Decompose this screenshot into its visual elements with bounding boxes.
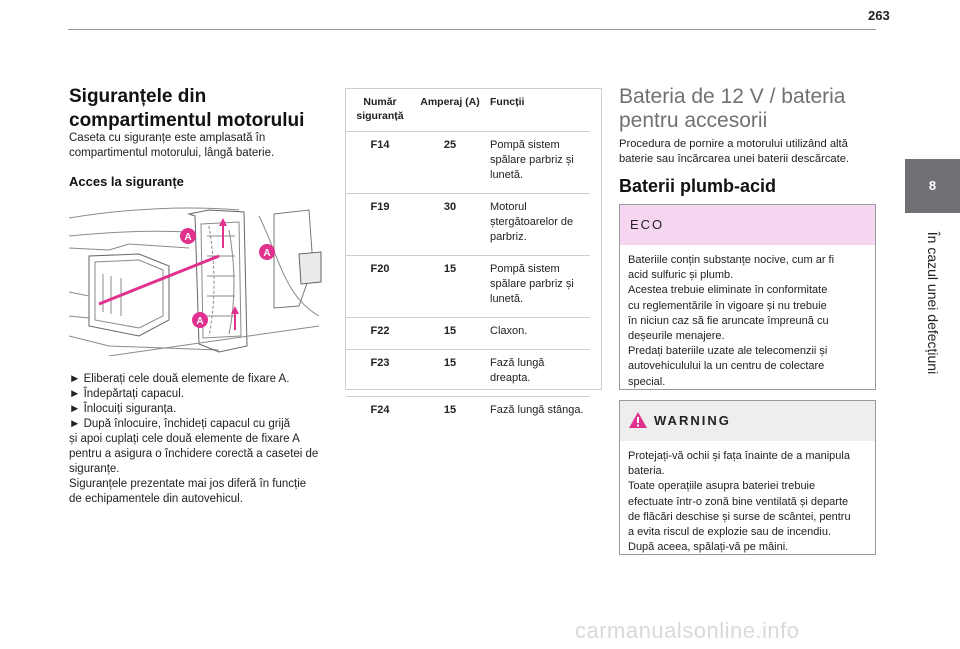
fuse-number: F19 [346,194,414,256]
table-row [346,350,590,397]
eco-line: special. [628,375,666,388]
fuse-function: Fază lungă dreapta. [486,350,590,397]
table-header-row [346,89,590,132]
intro-line: Procedura de pornire a motorului utilizând altă [619,138,848,150]
step-line: și apoi cuplați cele două elemente de fixare A [69,433,300,445]
fuse-number: F14 [346,132,414,194]
battery-intro [619,137,879,167]
intro-line: baterie sau încărcarea unei baterii descărcate. [619,153,850,165]
label-a-3: A [196,316,204,327]
warning-line: Protejați-vă ochii și fața înainte de a manipula [628,450,850,462]
battery-title [619,85,889,133]
fuse-number: F24 [346,397,414,429]
eco-box [619,204,876,390]
warning-triangle-icon [628,411,648,434]
fuse-box-drawing [69,196,331,356]
section-title [69,85,329,133]
step-line: ► După înlocuire, închideți capacul cu grijă [69,418,291,430]
watermark: carmanualsonline.info [575,618,800,643]
warning-body [620,441,875,561]
fuse-amps: 15 [414,318,486,350]
step-line: ► Înlocuiți siguranța. [69,403,177,415]
lead-acid-heading: Baterii plumb-acid [619,176,777,196]
fuse-function: Pompă sistem spălare parbriz și lunetă. [486,132,590,194]
fuse-function: Fază lungă stânga. [486,397,590,429]
fuse-amps: 15 [414,256,486,318]
header-amperage: Amperaj (A) [420,96,480,108]
eco-box-header [620,205,875,245]
fuse-function: Claxon. [486,318,590,350]
fuse-number: F22 [346,318,414,350]
warning-line: bateria. [628,465,665,478]
eco-line: acid sulfuric și plumb. [628,269,734,282]
section-title-line2: compartimentul motorului [69,110,305,131]
eco-title: ECO [630,217,665,232]
warning-line: efectuate într-o zonă bine ventilată și departe [628,495,849,508]
page-number: 263 [868,8,890,23]
fuse-amps: 15 [414,350,486,397]
label-a-2: A [263,248,271,259]
fuse-amps: 30 [414,194,486,256]
fuse-table-frame [345,88,602,416]
fuse-number: F23 [346,350,414,397]
warning-box-header [620,401,875,441]
warning-line: de flăcări deschise și surse de scântei, pentru [628,510,851,523]
warning-line: a evita riscul de explozie sau de incendiu. [628,526,832,539]
chapter-number-tab[interactable]: 8 [905,159,960,213]
step-line: siguranțe. [69,463,120,475]
eco-line: Predați bateriile uzate ale telecomenzii și [628,345,828,358]
step-line: ► Îndepărtați capacul. [69,388,184,400]
top-divider [68,29,876,30]
intro-line: Caseta cu siguranțe este amplasată în [69,132,266,144]
eco-line: deșeurile menajere. [628,330,725,343]
fuse-number: F20 [346,256,414,318]
eco-line: cu reglementările în vigoare și nu trebuie [628,299,827,312]
eco-line: autovehiculului la un centru de colectare [628,360,825,373]
eco-line: Bateriile conțin substanțe nocive, cum ar fi [628,254,835,266]
step-line: ► Eliberați cele două elemente de fixare A. [69,373,290,385]
fuse-function: Motorul ștergătoarelor de parbriz. [486,194,590,256]
table-row [346,132,590,194]
section-title-line1: Siguranțele din [69,86,207,107]
step-line: de echipamentele din autovehicul. [69,493,243,505]
chapter-title-tab[interactable] [905,213,960,393]
table-row [346,397,590,429]
intro-line: compartimentul motorului, lângă baterie. [69,147,275,159]
table-row [346,256,590,318]
section-intro [69,131,334,161]
warning-line: După aceea, spălați-vă pe mâini. [628,541,789,554]
eco-line: Acestea trebuie eliminate în conformitate [628,284,828,297]
fuse-amps: 15 [414,397,486,429]
chapter-title-label: În cazul unei defecțiuni [924,231,941,375]
table-row [346,194,590,256]
header-fuse-number: Număr siguranță [356,96,404,122]
step-line: Siguranțele prezentate mai jos diferă în funcție [69,478,307,490]
label-a-1: A [184,232,192,243]
fuse-function: Pompă sistem spălare parbriz și lunetă. [486,256,590,318]
warning-title: WARNING [654,413,731,428]
header-functions: Funcții [490,96,525,108]
procedure-steps [69,372,339,507]
fuse-amps: 25 [414,132,486,194]
step-line: pentru a asigura o închidere corectă a casetei de [69,448,319,460]
access-subheading: Acces la siguranțe [69,174,184,189]
fuse-table [346,89,590,428]
warning-line: Toate operațiile asupra bateriei trebuie [628,480,816,493]
battery-title-line2: pentru accesorii [619,109,768,132]
fuse-box-illustration [69,196,331,356]
eco-body [620,245,875,396]
eco-line: în niciun caz să fie aruncate împreună cu [628,314,829,327]
warning-box [619,400,876,555]
table-row [346,318,590,350]
battery-title-line1: Bateria de 12 V / bateria [619,85,846,108]
